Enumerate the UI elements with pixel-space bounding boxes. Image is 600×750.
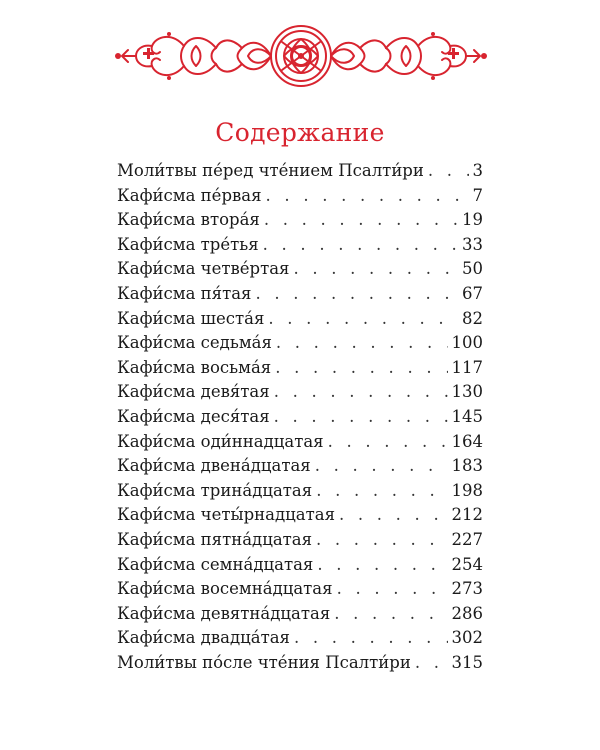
toc-entry-title: Кафи́сма восьма́я <box>117 357 272 377</box>
toc-entry-title: Моли́твы пе́ред чте́нием Псалти́ри <box>117 161 424 180</box>
toc-entry-page-number: 145 <box>451 406 483 426</box>
toc-entry <box>117 259 483 284</box>
toc-entry-page-number: 286 <box>451 603 483 623</box>
toc-entry-page-number: 164 <box>451 431 483 451</box>
toc-entry-page-number: 227 <box>451 529 483 549</box>
toc-entry-title: Кафи́сма седьма́я <box>117 333 272 353</box>
toc-entry-page-number: 50 <box>462 259 483 279</box>
toc-entry <box>117 333 483 358</box>
toc-entry-title: Кафи́сма восемна́дцатая <box>117 579 333 599</box>
dot-leader <box>255 284 458 303</box>
toc-entry-title: Кафи́сма тре́тья <box>117 234 259 254</box>
toc-entry-title: Кафи́сма двена́дцатая <box>117 456 311 476</box>
toc-entry <box>117 653 483 678</box>
dot-leader <box>339 505 448 524</box>
dot-leader <box>337 579 448 598</box>
dot-leader <box>328 432 448 451</box>
table-of-contents <box>117 161 483 677</box>
dot-leader <box>428 161 469 180</box>
toc-entry-title: Кафи́сма четы́рнадцатая <box>117 505 335 525</box>
toc-entry-title: Кафи́сма двадца́тая <box>117 628 290 648</box>
toc-entry-page-number: 82 <box>462 308 483 328</box>
toc-entry-title: Кафи́сма пятна́дцатая <box>117 529 313 549</box>
toc-entry <box>117 235 483 260</box>
toc-entry <box>117 309 483 334</box>
dot-leader <box>274 382 448 401</box>
toc-entry-title: Кафи́сма пя́тая <box>117 283 252 303</box>
toc-entry <box>117 210 483 235</box>
toc-entry-page-number: 67 <box>462 283 483 303</box>
toc-entry-title: Кафи́сма семна́дцатая <box>117 554 314 574</box>
toc-entry-title: Кафи́сма девя́тая <box>117 382 270 402</box>
toc-entry-page-number: 130 <box>451 382 483 402</box>
toc-entry <box>117 628 483 653</box>
toc-entry-page-number: 33 <box>462 234 483 254</box>
toc-entry <box>117 604 483 629</box>
toc-entry <box>117 579 483 604</box>
dot-leader <box>316 530 447 549</box>
dot-leader <box>263 235 458 254</box>
toc-entry <box>117 186 483 211</box>
toc-entry-page-number: 254 <box>451 554 483 574</box>
toc-entry <box>117 432 483 457</box>
dot-leader <box>266 186 469 205</box>
toc-entry-page-number: 19 <box>462 210 483 230</box>
dot-leader <box>268 309 458 328</box>
celtic-knot-ornament-icon <box>112 22 490 90</box>
toc-entry <box>117 481 483 506</box>
toc-entry <box>117 530 483 555</box>
toc-entry-page-number: 117 <box>451 357 483 377</box>
toc-entry <box>117 382 483 407</box>
toc-entry-title: Кафи́сма трина́дцатая <box>117 480 313 500</box>
toc-entry-page-number: 315 <box>451 652 483 672</box>
toc-entry-page-number: 7 <box>472 185 483 205</box>
page-title: Содержание <box>215 118 385 147</box>
toc-entry <box>117 358 483 383</box>
toc-entry <box>117 407 483 432</box>
toc-entry-page-number: 3 <box>472 161 483 180</box>
dot-leader <box>415 653 448 672</box>
toc-entry-title: Кафи́сма пе́рвая <box>117 185 262 205</box>
dot-leader <box>274 407 448 426</box>
toc-entry-page-number: 100 <box>451 333 483 353</box>
toc-entry-page-number: 183 <box>451 456 483 476</box>
dot-leader <box>315 456 448 475</box>
toc-entry <box>117 505 483 530</box>
toc-entry-title: Кафи́сма оди́ннадцатая <box>117 431 324 451</box>
toc-entry-title: Кафи́сма девятна́дцатая <box>117 603 331 623</box>
toc-entry <box>117 161 483 186</box>
dot-leader <box>275 358 447 377</box>
dot-leader <box>293 259 458 278</box>
toc-entry <box>117 284 483 309</box>
toc-entry-title: Кафи́сма деся́тая <box>117 406 270 426</box>
toc-entry-title: Моли́твы по́сле чте́ния Псалти́ри <box>117 652 411 672</box>
toc-entry-title: Кафи́сма шеста́я <box>117 308 265 328</box>
toc-entry-page-number: 198 <box>451 480 483 500</box>
toc-entry-title: Кафи́сма втора́я <box>117 210 260 230</box>
dot-leader <box>276 333 448 352</box>
dot-leader <box>264 210 458 229</box>
toc-entry <box>117 456 483 481</box>
toc-entry-page-number: 273 <box>451 579 483 599</box>
dot-leader <box>316 481 447 500</box>
dot-leader <box>317 555 447 574</box>
dot-leader <box>334 604 447 623</box>
toc-entry-page-number: 212 <box>451 505 483 525</box>
toc-entry-page-number: 302 <box>451 628 483 648</box>
toc-entry <box>117 555 483 580</box>
dot-leader <box>294 628 448 647</box>
toc-entry-title: Кафи́сма четве́ртая <box>117 259 290 279</box>
